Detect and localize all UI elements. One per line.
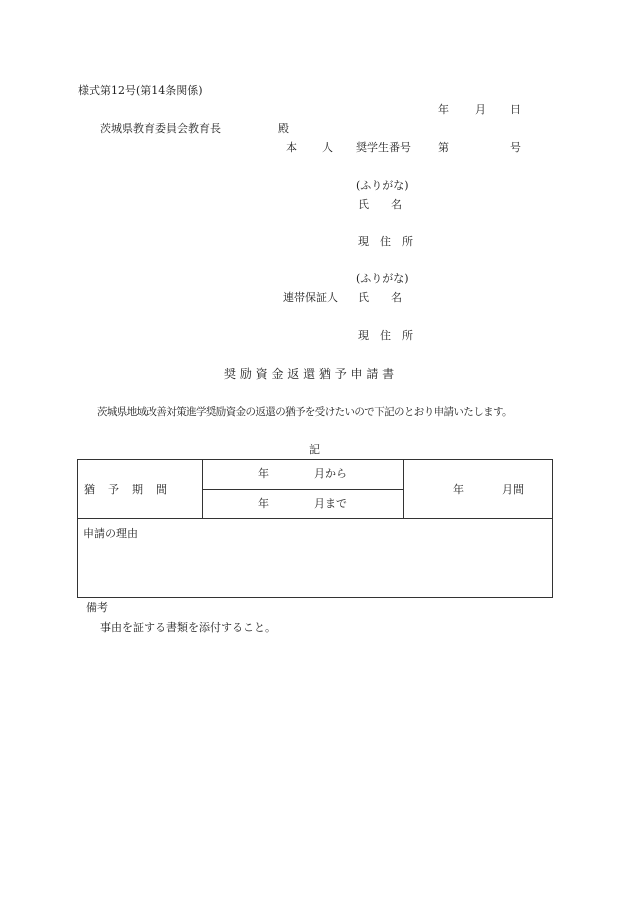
addressee-honorific: 殿 <box>278 122 289 135</box>
student-number-label: 奨学生番号 <box>356 141 411 154</box>
student-number-suffix: 号 <box>510 141 521 154</box>
row-divider <box>78 518 552 519</box>
from-year-label: 年 <box>258 467 269 480</box>
period-table <box>77 459 553 598</box>
applicant-name-label: 氏 名 <box>358 198 402 211</box>
date-month-label: 月 <box>475 103 486 116</box>
guarantor-name-label: 氏 名 <box>358 291 402 304</box>
guarantor-furigana-label: (ふりがな) <box>356 272 409 285</box>
date-year-label: 年 <box>438 103 449 116</box>
body-text: 茨城県地域改善対策進学奨励資金の返還の猶予を受けたいので下記のとおり申請いたします。 <box>97 406 512 418</box>
notes-heading: 備考 <box>86 601 108 614</box>
form-number: 様式第12号(第14条関係) <box>78 84 203 97</box>
ki-label: 記 <box>309 443 320 456</box>
date-day-label: 日 <box>510 103 521 116</box>
to-year-label: 年 <box>258 497 269 510</box>
period-label: 猶 予 期 間 <box>84 483 168 496</box>
student-number-prefix: 第 <box>438 141 449 154</box>
from-month-label: 月から <box>314 467 347 480</box>
guarantor-address-label: 現 住 所 <box>358 329 413 342</box>
to-month-label: 月まで <box>314 497 347 510</box>
duration-year-label: 年 <box>453 483 464 496</box>
from-to-divider <box>203 489 403 490</box>
applicant-furigana-label: (ふりがな) <box>356 179 409 192</box>
document-title: 奨 励 資 金 返 還 猶 予 申 請 書 <box>224 367 395 381</box>
addressee-title: 茨城県教育委員会教育長 <box>100 122 221 135</box>
applicant-role: 本 人 <box>286 141 334 154</box>
duration-month-label: 月間 <box>502 483 524 496</box>
column-divider-right <box>403 460 404 518</box>
notes-item: 事由を証する書類を添付すること。 <box>100 621 276 634</box>
guarantor-role: 連帯保証人 <box>283 291 338 304</box>
reason-label: 申請の理由 <box>83 527 138 540</box>
applicant-address-label: 現 住 所 <box>358 235 413 248</box>
